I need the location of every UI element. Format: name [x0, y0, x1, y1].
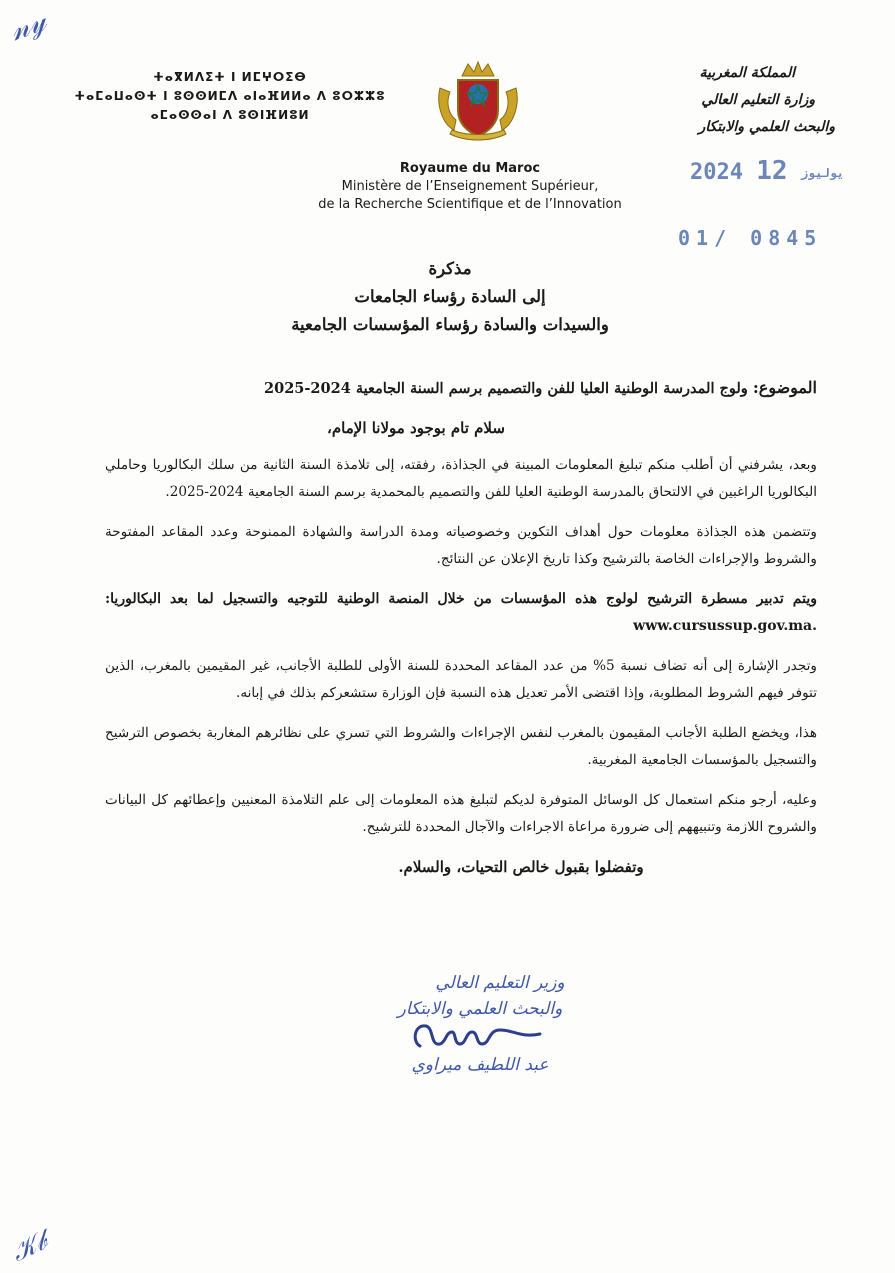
paragraph-1: وبعد، يشرفني أن أطلب منكم تبليغ المعلومات المبينة في الجذاذة، رفقته، إلى تلامذة السنة الثانية من سلك البكالوريا وحاملي البكالوريا الراغبين في الالتحاق بالمدرسة الوطنية العليا للفن والتصميم بالمحمدية برسم السنة الجامعية 2024-2025.	[105, 457, 817, 500]
french-line-1: Royaume du Maroc	[399, 161, 541, 176]
date-day: 12	[756, 156, 788, 186]
date-year: 2024	[690, 160, 743, 185]
arabic-line-2: وزارة التعليم العالي	[701, 92, 815, 108]
platform-url[interactable]: www.cursussup.gov.ma.	[633, 618, 817, 634]
date-month: يوليوز	[800, 166, 845, 180]
paragraph-3	[105, 586, 817, 640]
memo-title-block	[150, 255, 750, 339]
coat-of-arms-icon	[432, 58, 524, 144]
header-tifinagh	[65, 68, 395, 125]
signature-block	[330, 970, 630, 1078]
tifinagh-line-1: ⵜⴰⴳⵍⴷⵉⵜ ⵏ ⵍⵎⵖⵔⵉⴱ	[153, 70, 307, 84]
signature-title-1: وزير التعليم العالي	[435, 973, 565, 993]
header-arabic	[605, 60, 835, 141]
subject-text: ولوج المدرسة الوطنية العليا للفن والتصميم برسم السنة الجامعية 2024-2025	[264, 380, 748, 397]
signature-title-2: والبحث العلمي والابتكار	[397, 999, 563, 1019]
letter-body	[105, 374, 817, 894]
paragraph-5: هذا، ويخضع الطلبة الأجانب المقيمون بالمغرب لنفس الإجراءات والشروط التي تسري على نظائرهم المغاربة بخصوص الترشيح والتسجيل بالمؤسسات الجامعية المغربية.	[105, 725, 817, 768]
header-french	[270, 160, 670, 214]
arabic-line-3: والبحث العلمي والابتكار	[698, 119, 835, 135]
handwritten-signature-icon	[410, 1016, 550, 1056]
arabic-line-1: المملكة المغربية	[699, 65, 795, 81]
memo-title: مذكرة	[428, 259, 472, 278]
closing-line: وتفضلوا بقبول خالص التحيات، والسلام.	[398, 858, 644, 876]
date-stamp	[690, 156, 844, 186]
corner-initials-top: 𝓃𝓎	[5, 2, 51, 49]
subject-label: الموضوع:	[752, 378, 817, 397]
french-line-3: de la Recherche Scientifique et de l’Innovation	[318, 197, 622, 212]
addressee-line-2: والسيدات والسادة رؤساء المؤسسات الجامعية	[291, 315, 609, 334]
salutation: سلام تام بوجود مولانا الإمام،	[327, 419, 505, 437]
tifinagh-line-2: ⵜⴰⵎⴰⵡⴰⵙⵜ ⵏ ⵓⵙⵙⵍⵎⴷ ⴰⵏⴰⴼⵍⵍⴰ ⴷ ⵓⵔⵣⵣⵓ	[74, 89, 386, 103]
reference-stamp: 01/ 0845	[678, 226, 823, 250]
tifinagh-line-3: ⴰⵎⴰⵙⵙⴰⵏ ⴷ ⵓⵙⵏⴼⵍⵓⵍ	[150, 108, 310, 122]
french-line-2: Ministère de l’Enseignement Supérieur,	[341, 179, 599, 194]
subject-line	[105, 374, 817, 402]
paragraph-4: وتجدر الإشارة إلى أنه تضاف نسبة 5% من عدد المقاعد المحددة للسنة الأولى للطلبة الأجانب، غير المقيمين بالمغرب، الذين تتوفر فيهم الشروط المطلوبة، وإذا اقتضى الأمر تعديل هذه النسبة فإن الوزارة ستشعركم بذلك في إبانه.	[105, 658, 817, 701]
signatory-name: عبد اللطيف ميراوي	[411, 1055, 549, 1075]
corner-initials-bottom: 𝒦𝒷	[7, 1225, 52, 1269]
addressee-line-1: إلى السادة رؤساء الجامعات	[354, 287, 546, 306]
paragraph-2: وتتضمن هذه الجذاذة معلومات حول أهداف التكوين وخصوصياته ومدة الدراسة والشهادة الممنوحة وعدد المقاعد المفتوحة والشروط والإجراءات الخاصة بالترشيح وكذا تاريخ الإعلان عن النتائج.	[105, 524, 817, 567]
paragraph-6: وعليه، أرجو منكم استعمال كل الوسائل المتوفرة لديكم لتبليغ هذه المعلومات إلى علم التلامذة المعنيين وإعطائهم كل البيانات والشروح اللازمة وتنبيههم إلى ضرورة مراعاة الاجراءات والآجال المحددة للترشيح.	[105, 792, 817, 835]
paragraph-3-text: ويتم تدبير مسطرة الترشيح لولوج هذه المؤسسات من خلال المنصة الوطنية للتوجيه والتسجيل لما بعد البكالوريا:	[105, 591, 817, 607]
